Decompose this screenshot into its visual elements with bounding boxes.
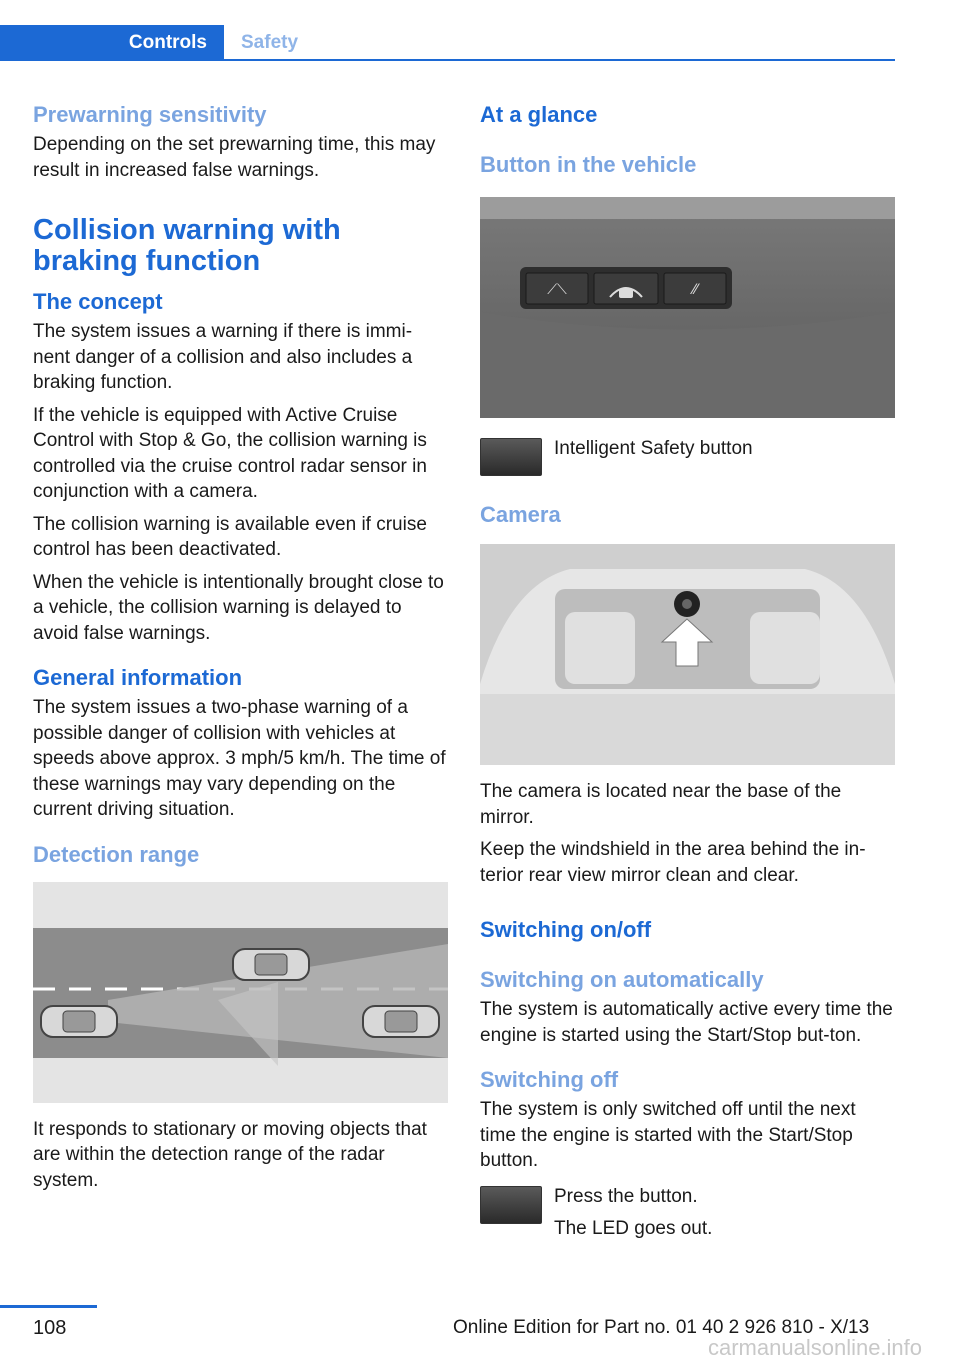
paragraph-switching-off: The system is only switched off until the next time the engine is started with the Start/Stop button. (480, 1099, 856, 1171)
paragraph-concept-2: If the vehicle is equipped with Active Cruise Control with Stop & Go, the collision warning is controlled via the cruise control radar sensor in conjunction with a camera. (33, 404, 427, 502)
paragraph-concept-3: The collision warning is available even if cruise control has been deactivated. (33, 513, 427, 560)
heading-general-information: General information (33, 665, 243, 690)
paragraph-concept-4: When the vehicle is intentionally brought close to a vehicle, the collision warning is delayed to avoid false warnings. (33, 571, 444, 644)
paragraph-switching-on-automatically: The system is automatically active every time the engine is started using the Start/Stop but-ton. (480, 999, 893, 1046)
button-panel-photo (480, 197, 895, 418)
section-tabs (0, 25, 895, 61)
page-footer (0, 1305, 960, 1362)
car-side-icon (363, 1006, 439, 1037)
paragraph-camera-location: The camera is located near the base of the mirror. (480, 781, 842, 828)
heading-prewarning-sensitivity: Prewarning sensitivity (33, 102, 267, 127)
caption-intelligent-safety: Intelligent Safety button (554, 438, 753, 459)
heading-camera: Camera (480, 502, 561, 527)
paragraph-prewarning: Depending on the set prewarning time, this may result in increased false warnings. (33, 134, 436, 181)
section-title (33, 215, 448, 277)
svg-text:⟋⟍: ⟋⟍ (547, 282, 567, 298)
tab-safety[interactable]: Safety (241, 32, 299, 53)
paragraph-detection-range: It responds to stationary or moving objects that are within the detection range of the radar system. (33, 1118, 427, 1191)
section-title-line-1: Collision warning with (33, 214, 341, 246)
camera-photo (480, 544, 895, 765)
heading-switching-on-automatically: Switching on automatically (480, 967, 764, 992)
caption-press-button: Press the button. (554, 1185, 698, 1207)
own-car-icon (41, 1006, 117, 1037)
watermark: carmanualsonline.info (708, 1335, 923, 1360)
paragraph-concept-1: The system issues a warning if there is immi-nent danger of a collision and also includes a braking function. (33, 321, 413, 393)
intelligent-safety-button-icon (480, 438, 542, 476)
footer-rule (0, 1305, 97, 1308)
car-ahead-icon (233, 949, 309, 980)
section-title-line-2: braking function (33, 245, 261, 277)
right-column (480, 100, 895, 1249)
paragraph-camera-keep-clear: Keep the windshield in the area behind the in-terior rear view mirror clean and clear. (480, 839, 866, 886)
caption-row-1 (480, 436, 895, 476)
tab-divider (224, 59, 895, 61)
caption-led-goes-out: The LED goes out. (554, 1218, 713, 1239)
caption-row-2 (480, 1184, 895, 1249)
heading-switching-on-off: Switching on/off (480, 917, 652, 942)
edition-text: Online Edition for Part no. 01 40 2 926 810 - X/13 (453, 1317, 870, 1338)
paragraph-general-information: The system issues a two-phase warning of a possible danger of collision with vehicles at speeds above approx. 3 mph/5 km/h. The time of these warnings may vary depending on the current driving situation. (33, 697, 446, 820)
detection-range-figure (33, 882, 448, 1103)
heading-button-in-vehicle: Button in the vehicle (480, 152, 697, 177)
left-column (33, 100, 448, 1200)
svg-text:⁄⁄: ⁄⁄ (692, 282, 698, 298)
heading-detection-range: Detection range (33, 841, 200, 867)
heading-at-a-glance: At a glance (480, 102, 598, 127)
heading-the-concept: The concept (33, 289, 163, 314)
tab-controls[interactable]: Controls (0, 25, 224, 61)
page-number: 108 (33, 1317, 67, 1339)
heading-switching-off: Switching off (480, 1067, 619, 1092)
intelligent-safety-button-icon-2 (480, 1186, 542, 1224)
